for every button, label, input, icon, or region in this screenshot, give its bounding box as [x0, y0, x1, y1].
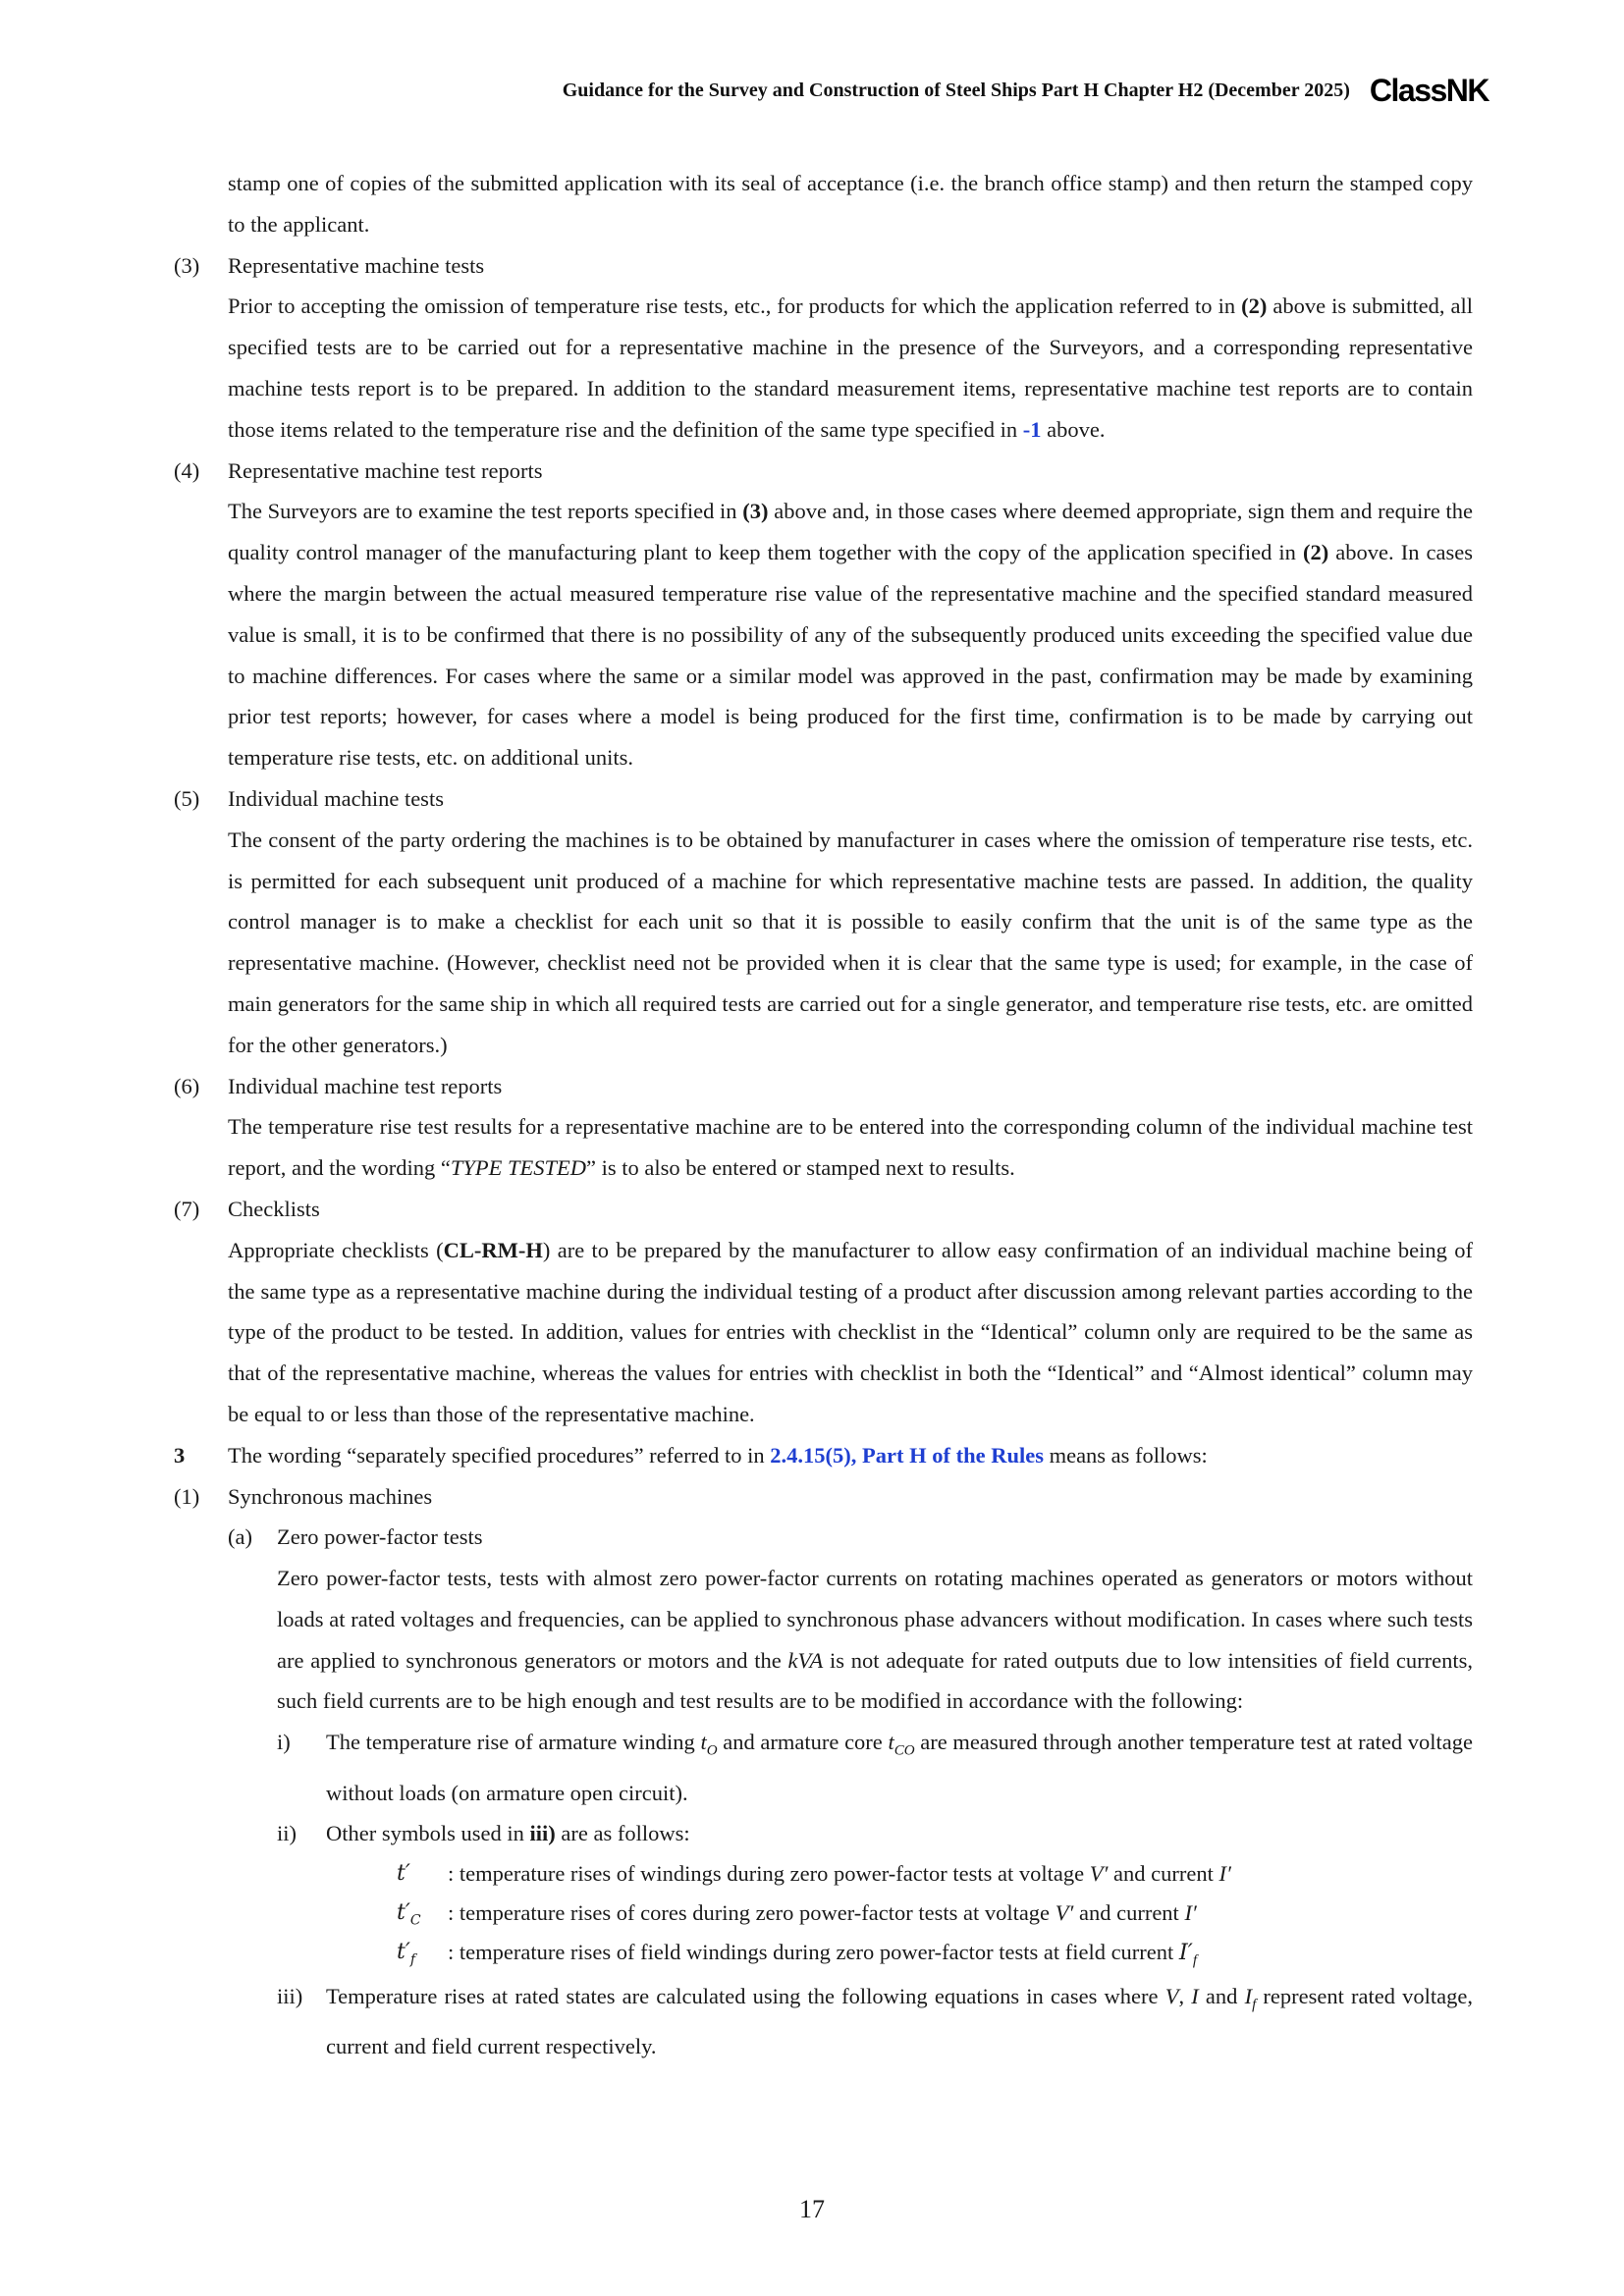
item-7 [0, 1189, 1624, 1230]
separator: , [1178, 1984, 1192, 2009]
sub-1-a-iii [0, 1976, 1624, 2067]
symbol-glyph: t′ [397, 1861, 410, 1887]
symbol-desc-a: : temperature rises of field windings during zero power-factor tests at field current [448, 1940, 1179, 1965]
sub-1-a-i-marker: i) [277, 1730, 291, 1755]
sub-1-a-iii-text-a: Temperature rises at rated states are calculated using the following equations in cases where [326, 1984, 1165, 2009]
item-4-body [0, 491, 1624, 778]
item-7-text-b: ) are to be prepared by the manufacturer to allow easy confirmation of an individual machine being of the same type as a representative machine during the individual testing of a product after discussion among relevant parties according to the type of the product to be tested. In addition, values for entries with checklist in the “Identical” column only are required to be the same as that of the representative machine, whereas the values for entries with checklist in both the “Identical” and “Almost identical” column may be equal to or less than those of the representative machine. [228, 1237, 1473, 1426]
item-6-text-a: The temperature rise test results for a representative machine are to be entered into the corresponding column of the individual machine test report, and the wording “ [228, 1114, 1473, 1181]
symbol-sub: f [409, 1951, 416, 1968]
symbol-i: I [1191, 1984, 1199, 2009]
item-3-body [0, 286, 1624, 450]
sub-1-a-kva: kVA [787, 1647, 824, 1673]
sub-1-a-i-text-b: and armature core [717, 1730, 889, 1755]
item-3-title: Representative machine tests [228, 252, 485, 278]
symbol-desc-b: and current [1073, 1900, 1185, 1926]
symbol-if-sub: f [1252, 1997, 1257, 2013]
sub-1-a-ii-text-b: are as follows: [555, 1821, 690, 1846]
symbol-voltage: V′ [1055, 1900, 1074, 1926]
symbol-glyph: t′ [397, 1900, 410, 1926]
sub-1-marker: (1) [174, 1483, 200, 1509]
item-4-marker: (4) [174, 457, 200, 483]
item-3-text-a: Prior to accepting the omission of temperature rise tests, etc., for products for which the application referred to in [228, 294, 1242, 319]
sub-1-a-marker: (a) [228, 1524, 252, 1550]
item-6 [0, 1066, 1624, 1107]
item-5-title: Individual machine tests [228, 785, 444, 811]
symbol-voltage: V′ [1089, 1861, 1109, 1887]
symbol-description [448, 1854, 1231, 1894]
symbol-v: V [1164, 1984, 1179, 2009]
symbol-field-current-sub: f [1192, 1952, 1198, 1969]
sub-1-a-text-a: Zero power-factor tests, tests with almost zero power-factor currents on rotating machines operated as generators or motors without loads at rated voltages and frequencies, can be applied to synchronous phase advancers without modification. In cases where such tests are applied to synchronous generators or motors and the [277, 1566, 1473, 1673]
sub-1-a-ii-text-a: Other symbols used in [326, 1821, 530, 1846]
item-7-marker: (7) [174, 1196, 200, 1221]
sub-1-a-i-text [0, 1722, 1624, 1813]
sub-1-a-i [0, 1722, 1624, 1813]
intro-paragraph: stamp one of copies of the submitted application with its seal of acceptance (i.e. the branch office stamp) and then return the stamped copy to the applicant. [228, 171, 1473, 237]
item-4-title: Representative machine test reports [228, 457, 543, 483]
symbol-t-co: t [888, 1730, 894, 1755]
sub-1-a-i-text-a: The temperature rise of armature winding [326, 1730, 701, 1755]
separator: and [1198, 1984, 1245, 2009]
item-4-text-c: above. In cases where the margin between the actual measured temperature rise value of the representative machine and the specified standard measured value is small, it is to be confirmed that there is no possibility of any of the subsequently produced units exceeding the specified value due to machine differences. For cases where the same or a similar model was approved in the past, confirmation may be made by examining prior test reports; however, for cases where a model is being produced for the first time, confirmation is to be made by carrying out temperature rise tests, etc. on additional units. [228, 540, 1473, 771]
sub-1-a-ii [0, 1813, 1624, 1854]
item-5-marker: (5) [174, 785, 200, 811]
item-4-text-a: The Surveyors are to examine the test reports specified in [228, 499, 743, 524]
symbol-desc-b: and current [1108, 1861, 1219, 1887]
symbol-description [448, 1933, 1197, 1981]
item-6-body [0, 1106, 1624, 1189]
sub-1-a-iii-text [0, 1976, 1624, 2067]
symbol-desc-a: : temperature rises of windings during zero power-factor tests at voltage [448, 1861, 1090, 1887]
symbol-if: I [1244, 1984, 1253, 2009]
item-5-body: The consent of the party ordering the machines is to be obtained by manufacturer in cases where the omission of temperature rise tests, etc. is permitted for each subsequent unit produced of a machine for which representative machine tests are passed. In addition, the quality control manager is to make a checklist for each unit so that it is possible to easily confirm that the unit is of the same type as the representative machine. (However, checklist need not be provided when it is clear that the same type is used; for example, in the case of main generators for the same ship in which all required tests are carried out for a single generator, and temperature rise tests, etc. are omitted for the other generators.) [228, 827, 1473, 1057]
item-4 [0, 451, 1624, 492]
header-title: Guidance for the Survey and Construction of Steel Ships Part H Chapter H2 (December 2025) [562, 79, 1350, 101]
sub-1-a-iii-marker: iii) [277, 1984, 303, 2009]
section-3-text-a: The wording “separately specified procedures” referred to in [228, 1442, 771, 1468]
item-4-ref-a: (3) [742, 499, 769, 524]
page-header [563, 75, 1489, 106]
sub-1-a-body [0, 1558, 1624, 1722]
item-3-text-c: above. [1041, 416, 1106, 442]
symbol-glyph: t′ [397, 1940, 410, 1965]
document-body [0, 163, 1624, 2067]
classnk-logo: ClassNK [1369, 73, 1489, 108]
symbol-t-co-sub: CO [893, 1742, 915, 1759]
item-6-title: Individual machine test reports [228, 1073, 503, 1098]
symbol-t-prime-f [397, 1933, 415, 1979]
item-4-ref-b: (2) [1303, 540, 1329, 565]
symbol-current: I′ [1218, 1861, 1231, 1887]
item-6-marker: (6) [174, 1073, 200, 1098]
sub-1-a-ii-text [0, 1813, 1624, 1854]
item-7-body [0, 1230, 1624, 1435]
symbol-row [0, 1933, 1624, 1972]
item-7-title: Checklists [228, 1196, 320, 1221]
sub-1-a-ii-ref: iii) [529, 1821, 556, 1846]
section-3-link[interactable]: 2.4.15(5), Part H of the Rules [770, 1442, 1044, 1468]
item-3-ref: (2) [1241, 294, 1268, 319]
item-6-text-b: ” is to also be entered or stamped next to results. [585, 1155, 1015, 1181]
symbol-row [0, 1854, 1624, 1894]
item-3-text-b: above is submitted, all specified tests are to be carried out for a representative machine in the presence of the Surveyors, and a corresponding representative machine tests report is to be prepared. In addition to the standard measurement items, representative machine test reports are to contain those items related to the temperature rise and the definition of the same type specified in [228, 294, 1473, 442]
item-3 [0, 245, 1624, 287]
item-3-link[interactable]: -1 [1022, 416, 1042, 442]
symbol-sub: C [409, 1912, 421, 1929]
item-6-type-tested: TYPE TESTED [450, 1155, 586, 1181]
sub-1-a-ii-marker: ii) [277, 1821, 297, 1846]
symbol-description [448, 1894, 1197, 1933]
section-3 [0, 1435, 1624, 1476]
symbol-desc-a: : temperature rises of cores during zero power-factor tests at voltage [448, 1900, 1056, 1926]
item-3-marker: (3) [174, 252, 200, 278]
symbol-row [0, 1894, 1624, 1933]
item-4-text-b: above and, in those cases where deemed appropriate, sign them and require the quality control manager of the manufacturing plant to keep them together with the copy of the application specified in [228, 499, 1474, 565]
sub-1-a [0, 1517, 1624, 1558]
sub-1-title: Synchronous machines [228, 1483, 433, 1509]
item-5 [0, 778, 1624, 820]
symbol-current: I′ [1184, 1900, 1197, 1926]
sub-1-a-iii-text-b: represent rated voltage, current and field current respectively. [326, 1984, 1474, 2059]
page-number: 17 [799, 2195, 825, 2223]
sub-1-a-title: Zero power-factor tests [277, 1524, 483, 1550]
symbol-t-o: t [700, 1730, 707, 1755]
sub-1-a-i-text-c: are measured through another temperature test at rated voltage without loads (on armature open circuit). [326, 1730, 1474, 1805]
sub-1-a-text-b: is not adequate for rated outputs due to low intensities of field currents, such field currents are to be high enough and test results are to be modified in accordance with the following: [277, 1647, 1473, 1714]
section-3-marker: 3 [174, 1442, 186, 1468]
item-7-ref: CL-RM-H [443, 1237, 543, 1262]
sub-1 [0, 1476, 1624, 1518]
symbol-t-o-sub: O [706, 1742, 718, 1759]
section-3-text-b: means as follows: [1043, 1442, 1208, 1468]
symbol-field-current: I′ [1178, 1940, 1193, 1966]
section-3-text [0, 1435, 1624, 1476]
item-7-text-a: Appropriate checklists ( [228, 1237, 444, 1262]
symbol-t-prime [397, 1854, 410, 1894]
